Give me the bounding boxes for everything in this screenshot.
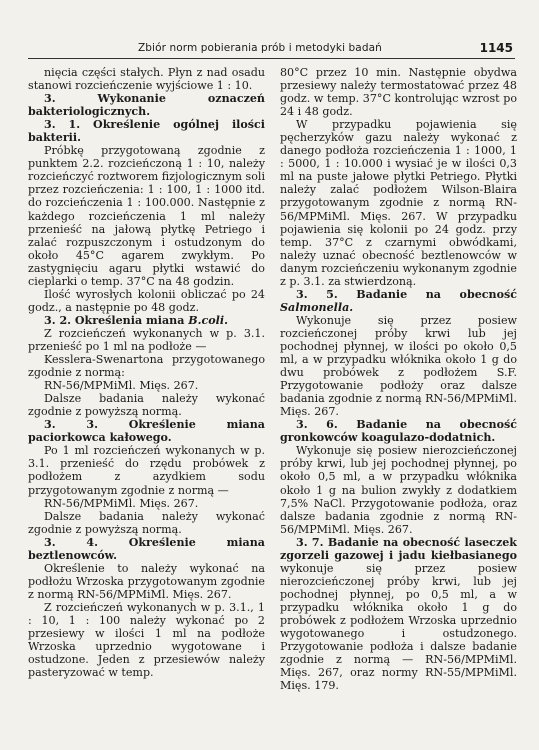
paragraph: RN-56/MPMiMl. Mięs. 267. <box>44 496 199 510</box>
heading-text: 3. 7. Badanie na obecność laseczek zgorzeli gazowej i jadu kiełbasianego <box>280 535 517 562</box>
section-heading <box>28 92 265 118</box>
paragraph-text: wykonuje się przez posiew nierozcieńczonej próby krwi, lub jej pochodnej płynnej, po 0,5 ml, a w przypadku włóknika około 1 g do probówek z podłożem Wrzoska uprzednio wygotowanego i ostudzonego. Przygotowanie podłoża i dalsze badanie zgodnie z normą — RN-56/MPMiMl. Mięs. 267, oraz normy RN-55/MPMiMl. Mięs. 179. <box>280 561 517 693</box>
paragraph: Z rozcieńczeń wykonanych w p. 3.1., 1 : 10, 1 : 100 należy wykonać po 2 przesiewy w ilości 1 ml na podłoże Wrzoska uprzednio wygotowane i ostudzone. Jeden z przesiewów należy pasteryzować w temp. <box>28 600 265 680</box>
paragraph: Próbkę przygotowaną zgodnie z punktem 2.2. rozcieńczoną 1 : 10, należy rozcieńczyć roztworem fizjologicznym soli przez rozcieńczenia: 1 : 100, 1 : 1000 itd. do rozcieńczenia 1 : 100.000. Następnie z każdego rozcieńczenia 1 ml należy przenieść na jałową płytkę Petriego i zalać rozpuszczonym i ostudzonym do około 45°C agarem zwykłym. Po zastygnięciu agaru płytki wstawić do cieplarki o temp. 37°C na 48 godzin. <box>28 144 265 288</box>
page-number: 1145 <box>479 41 513 55</box>
heading-text: 3. 2. Określenia miana <box>44 313 189 327</box>
heading-italic: Salmonella. <box>280 300 354 314</box>
paragraph: Wykonuje się przez posiew rozcieńczonej próby krwi lub jej pochodnej płynnej, w ilości po około 0,5 ml, a w przypadku włóknika około 1 g do dwu probówek z podłożem S.F. Przygotowanie podłoży oraz dalsze badania zgodnie z normą RN-56/MPMiMl. Mięs. 267. <box>280 313 517 419</box>
paragraph: W przypadku pojawienia się pęcherzyków gazu należy wykonać z danego podłoża rozcieńczenia 1 : 1000, 1 : 5000, 1 : 10.000 i wysiać je w ilości 0,3 ml na puste jałowe płytki Petriego. Płytki należy zalać podłożem Wilson-Blaira przygotowanym zgodnie z normą RN-56/MPMiMl. Mięs. 267. W przypadku pojawienia się kolonii po 24 godz. przy temp. 37°C z czarnymi obwódkami, należy uznać obecność beztlenowców w danym rozcieńczeniu wykonanym zgodnie z p. 3.1. za stwierdzoną. <box>280 118 517 288</box>
section-heading <box>28 118 265 144</box>
heading-text: 3. 4. Określenie miana beztlenowców. <box>28 535 265 562</box>
running-title: Zbiór norm pobierania prób i metodyki badań <box>138 42 382 54</box>
paragraph: Określenie to należy wykonać na podłożu Wrzoska przygotowanym zgodnie z normą RN-56/MPMiMl. Mięs. 267. <box>28 561 265 601</box>
heading-text: 3. Wykonanie oznaczeń bakteriologicznych. <box>28 92 265 119</box>
paragraph: Wykonuje się posiew nierozcieńczonej próby krwi, lub jej pochodnej płynnej, po około 0,5 ml, a w przypadku włóknika około 1 g na bulion zwykły z dodatkiem 7,5% NaCl. Przygotowanie podłoża, oraz dalsze badania zgodnie z normą RN-56/MPMiMl. Mięs. 267. <box>280 444 517 536</box>
section-heading <box>28 418 265 444</box>
paragraph: 80°C przez 10 min. Następnie obydwa przesiewy należy termostatować przez 48 godz. w temp. 37°C kontrolując wzrost po 24 i 48 godz. <box>280 66 517 119</box>
right-text-column <box>280 66 517 692</box>
running-header <box>28 40 515 59</box>
paragraph: Kesslera-Swenartona przygotowanego zgodnie z normą: <box>28 353 265 380</box>
heading-text: 3. 6. Badanie na obecność gronkowców koagulazo-dodatnich. <box>280 418 517 445</box>
paragraph: Ilość wyrosłych kolonii obliczać po 24 godz., a następnie po 48 godz. <box>28 287 265 314</box>
section-heading <box>280 418 517 444</box>
section-heading <box>280 288 517 314</box>
paragraph: Z rozcieńczeń wykonanych w p. 3.1. przenieść po 1 ml na podłoże — <box>28 326 265 353</box>
heading-text: 3. 1. Określenie ogólnej ilości bakterii. <box>28 118 265 145</box>
paragraph: Po 1 ml rozcieńczeń wykonanych w p. 3.1. przenieść do rzędu probówek z podłożem z azydkiem sodu przygotowanym zgodnie z normą — <box>28 444 265 497</box>
section-heading <box>28 314 265 327</box>
paragraph: RN-56/MPMiMl. Mięs. 267. <box>44 379 199 393</box>
paragraph: Dalsze badania należy wykonać zgodnie z powyższą normą. <box>28 509 265 536</box>
heading-text: 3. 3. Określenie miana paciorkowca kałowego. <box>28 418 265 445</box>
paragraph: Dalsze badania należy wykonać zgodnie z powyższą normą. <box>28 392 265 419</box>
heading-text: 3. 5. Badanie na obecność <box>296 287 517 301</box>
section-heading <box>280 536 517 693</box>
section-heading <box>28 536 265 562</box>
heading-italic: B.coli. <box>188 313 228 327</box>
paragraph: nięcia części stałych. Płyn z nad osadu stanowi rozcieńczenie wyjściowe 1 : 10. <box>28 66 265 93</box>
left-text-column <box>28 66 265 679</box>
